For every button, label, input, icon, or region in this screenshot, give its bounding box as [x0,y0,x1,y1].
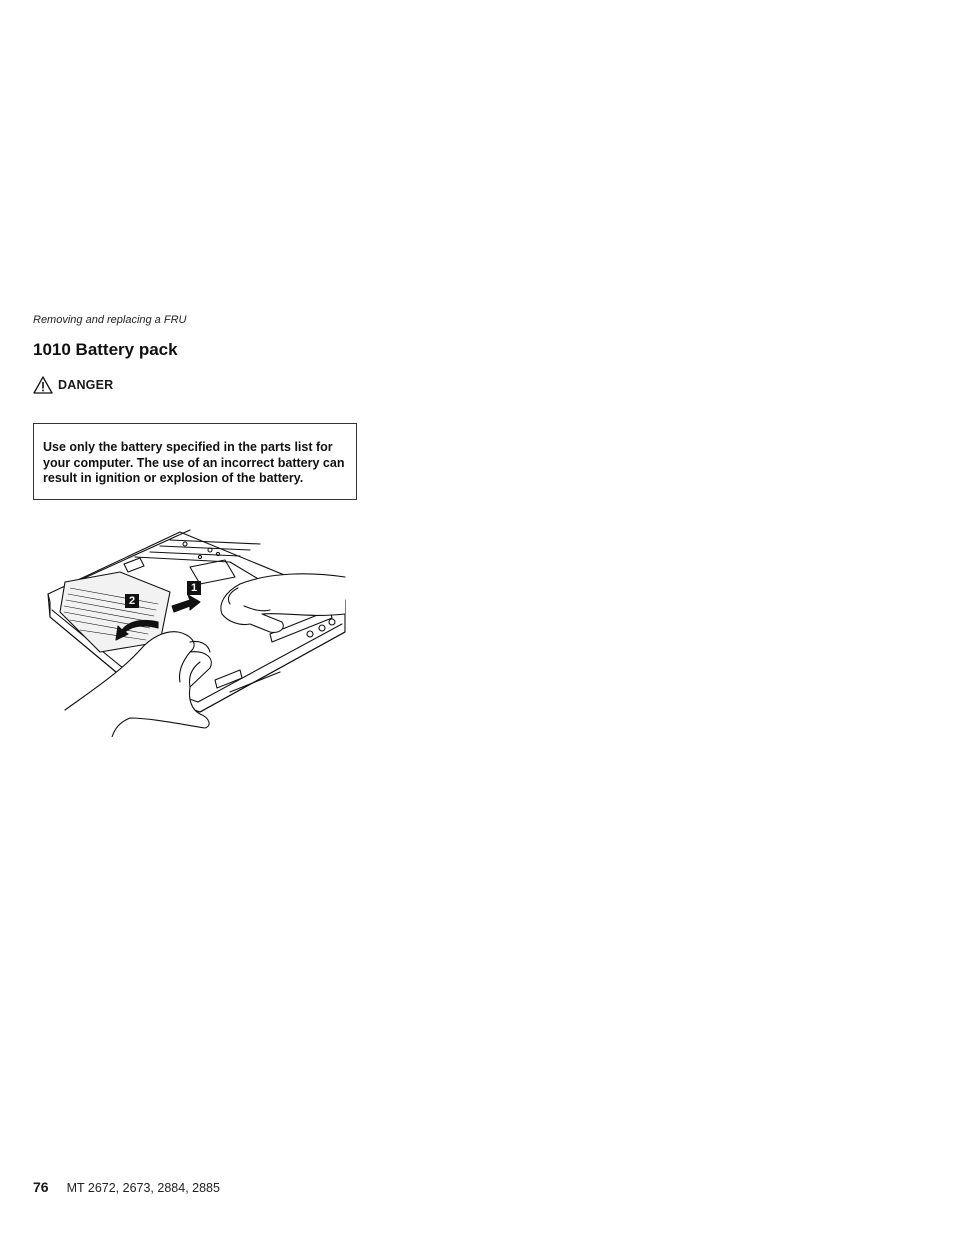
page-footer [33,1179,220,1195]
page-number: 76 [33,1179,49,1195]
callout-1: 1 [187,581,201,595]
danger-notice-header [33,376,113,394]
danger-notice-box [33,423,357,500]
model-info: MT 2672, 2673, 2884, 2885 [66,1181,220,1195]
warning-triangle-icon [33,376,53,394]
battery-removal-illustration [40,522,355,737]
running-head: Removing and replacing a FRU [33,314,187,326]
danger-notice-text: Use only the battery specified in the parts list for your computer. The use of an incorrect battery can result in ignition or explosion of the battery. [43,440,345,485]
callout-2: 2 [125,594,139,608]
danger-label: DANGER [58,378,114,392]
section-title: 1010 Battery pack [33,340,178,359]
